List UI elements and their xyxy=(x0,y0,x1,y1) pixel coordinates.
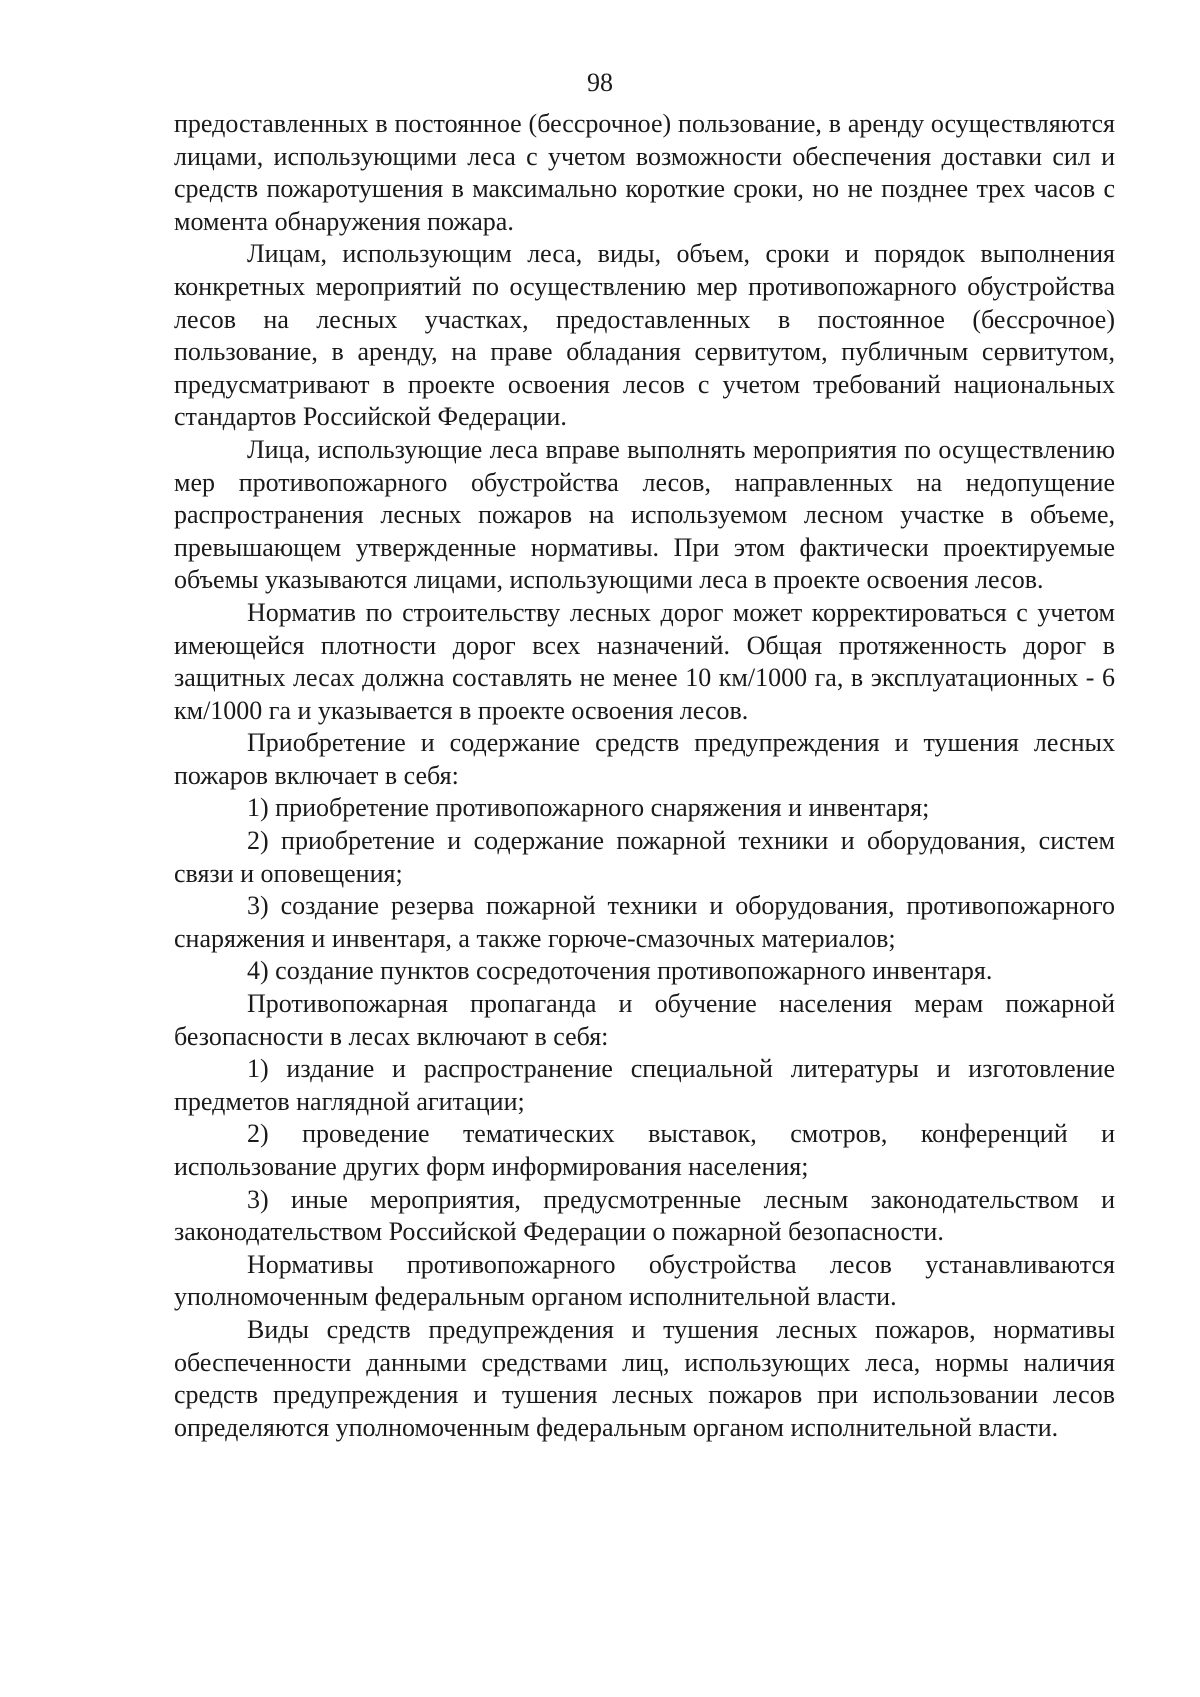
list-item: 1) издание и распространение специальной литературы и изготовление предметов наглядной агитации; xyxy=(174,1054,1115,1116)
list-item: 2) приобретение и содержание пожарной техники и оборудования, систем связи и оповещения; xyxy=(174,826,1115,888)
paragraph: Лицам, использующим леса, виды, объем, сроки и порядок выполнения конкретных мероприятий по осуществлению мер противопожарного обустройства лесов на лесных участках, предоставленных в постоянное (бессрочное) пользование, в аренду, на праве обладания сервитутом, публичным сервитутом, предусматривают в проекте освоения лесов с учетом требований национальных стандартов Российской Федерации. xyxy=(174,239,1115,432)
paragraph-continuation: предоставленных в постоянное (бессрочное) пользование, в аренду осуществляются лицами, использующими леса с учетом возможности обеспечения доставки сил и средств пожаротушения в максимально короткие сроки, но не позднее трех часов с момента обнаружения пожара. xyxy=(174,109,1115,236)
paragraph: Норматив по строительству лесных дорог может корректироваться с учетом имеющейся плотности дорог всех назначений. Общая протяженность дорог в защитных лесах должна составлять не менее 10 км/1000 га, в эксплуатационных - 6 км/1000 га и указывается в проекте освоения лесов. xyxy=(174,597,1115,725)
list-item: 3) иные мероприятия, предусмотренные лесным законодательством и законодательством Российской Федерации о пожарной безопасности. xyxy=(174,1184,1115,1247)
list-item: 2) проведение тематических выставок, смотров, конференций и использование других форм информирования населения; xyxy=(174,1119,1115,1181)
document-body xyxy=(174,108,1115,1444)
paragraph: Приобретение и содержание средств предупреждения и тушения лесных пожаров включает в себя: xyxy=(174,728,1115,790)
list-item: 4) создание пунктов сосредоточения противопожарного инвентаря. xyxy=(247,956,993,986)
paragraph: Лица, использующие леса вправе выполнять мероприятия по осуществлению мер противопожарного обустройства лесов, направленных на недопущение распространения лесных пожаров на используемом лесном участке в объеме, превышающем утвержденные нормативы. При этом фактически проектируемые объемы указываются лицами, использующими леса в проекте освоения лесов. xyxy=(174,434,1115,595)
page-number: 98 xyxy=(587,68,613,97)
list-item: 1) приобретение противопожарного снаряжения и инвентаря; xyxy=(247,793,930,823)
paragraph: Нормативы противопожарного обустройства лесов устанавливаются уполномоченным федеральным органом исполнительной власти. xyxy=(174,1249,1115,1312)
list-item: 3) создание резерва пожарной техники и оборудования, противопожарного снаряжения и инвентаря, а также горюче-смазочных материалов; xyxy=(174,891,1115,953)
paragraph: Противопожарная пропаганда и обучение населения мерам пожарной безопасности в лесах включают в себя: xyxy=(174,989,1115,1051)
paragraph: Виды средств предупреждения и тушения лесных пожаров, нормативы обеспеченности данными средствами лиц, использующих леса, нормы наличия средств предупреждения и тушения лесных пожаров при использовании лесов определяются уполномоченным федеральным органом исполнительной власти. xyxy=(174,1314,1115,1442)
